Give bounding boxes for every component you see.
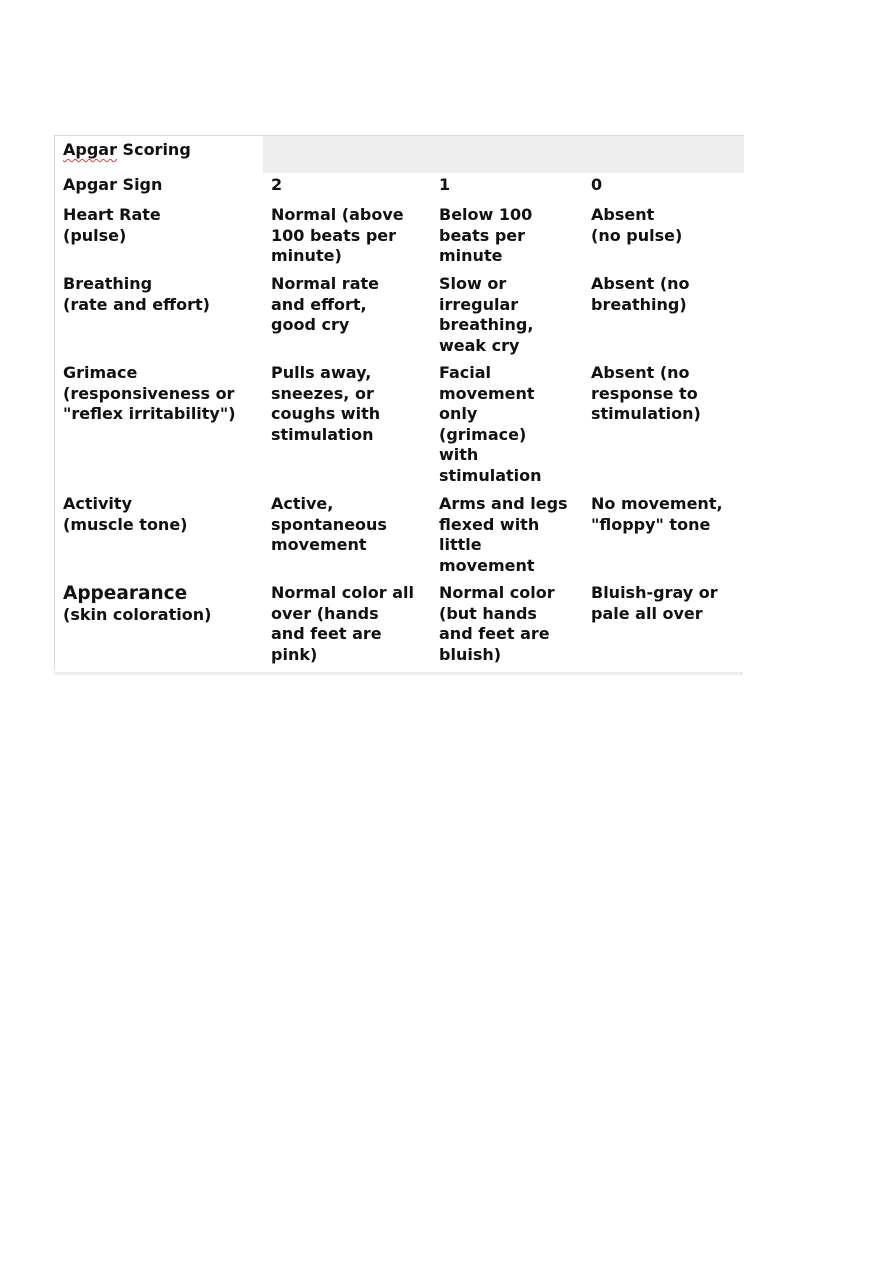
cell-line: and effort, [271, 294, 367, 314]
cell-line: Grimace [63, 363, 138, 382]
cell-line: minute [439, 246, 503, 265]
cell-line: Below 100 [439, 205, 533, 224]
cell-line: bluish) [439, 644, 502, 664]
cell-line: breathing) [591, 294, 687, 314]
cell-line: stimulation [439, 465, 542, 485]
sign-cell [55, 494, 263, 535]
score-0-cell [583, 494, 744, 535]
sign-cell [55, 583, 263, 626]
cell-line: (no pulse) [591, 225, 683, 245]
cell-line: Heart Rate [63, 205, 161, 224]
score-1-cell [431, 205, 583, 267]
cell-line: stimulation) [591, 404, 701, 423]
cell-line: (skin coloration) [63, 605, 212, 624]
cell-line: pale all over [591, 603, 703, 623]
cell-line: (but hands [439, 603, 537, 623]
header-sign: Apgar Sign [63, 175, 163, 194]
cell-line: "reflex irritability") [63, 404, 236, 423]
score-0-cell [583, 274, 744, 315]
cell-line: response to [591, 383, 698, 403]
cell-line: (pulse) [63, 225, 127, 245]
cell-line: weak cry [439, 335, 520, 355]
cell-line: flexed with [439, 514, 540, 534]
cell-line: Absent (no [591, 274, 690, 293]
cell-line: little [439, 535, 482, 554]
score-1-cell [431, 583, 583, 665]
cell-line: over (hands [271, 603, 379, 623]
cell-line: Activity [63, 494, 132, 513]
apgar-table [54, 135, 744, 670]
cell-line: coughs with [271, 404, 381, 423]
cell-line: only [439, 404, 478, 423]
score-2-cell [263, 494, 431, 556]
cell-line: "floppy" tone [591, 514, 711, 534]
table-title-rest: Scoring [116, 140, 191, 159]
cell-line: Bluish-gray or [591, 583, 718, 602]
sign-cell [55, 205, 263, 246]
cell-line: beats per [439, 225, 526, 245]
cell-line: (grimace) [439, 424, 527, 444]
cell-line: Appearance [63, 583, 188, 604]
cell-line: Breathing [63, 274, 153, 293]
header-score-1: 1 [439, 175, 451, 194]
table-row-activity [55, 494, 744, 583]
score-0-cell [583, 205, 744, 246]
cell-line: (rate and effort) [63, 294, 210, 314]
title-shaded-area [263, 136, 744, 173]
table-row-appearance [55, 583, 744, 670]
cell-line: minute) [271, 246, 342, 265]
cell-line: Normal color [439, 583, 555, 602]
table-title-word: Apgar [63, 140, 117, 159]
cell-line: Facial [439, 363, 492, 382]
cell-line: and feet are [271, 624, 382, 643]
header-score-0: 0 [591, 175, 603, 194]
cell-line: Active, [271, 494, 334, 513]
sign-cell [55, 363, 263, 425]
table-row-breathing [55, 274, 744, 363]
table-row-grimace [55, 363, 744, 494]
table-title-row [55, 136, 744, 173]
score-2-cell [263, 205, 431, 267]
cell-line: and feet are [439, 624, 550, 643]
cell-line: 100 beats per [271, 225, 397, 245]
cell-line: movement [439, 555, 535, 575]
sign-cell [55, 274, 263, 315]
cell-line: Arms and legs [439, 494, 568, 513]
cell-line: (muscle tone) [63, 514, 188, 534]
cell-line: Absent [591, 205, 655, 224]
cell-line: movement [271, 535, 367, 554]
cell-line: Slow or [439, 274, 507, 293]
score-1-cell [431, 274, 583, 356]
score-0-cell [583, 363, 744, 425]
cell-line: Pulls away, [271, 363, 372, 382]
table-bottom-rule [54, 672, 743, 675]
cell-line: irregular [439, 294, 519, 314]
cell-line: Normal color all [271, 583, 414, 602]
cell-line: Absent (no [591, 363, 690, 382]
cell-line: pink) [271, 644, 318, 664]
cell-line: good cry [271, 315, 350, 334]
table-row-heart-rate [55, 205, 744, 274]
score-1-cell [431, 363, 583, 486]
cell-line: (responsiveness or [63, 383, 235, 403]
cell-line: Normal rate [271, 274, 379, 293]
header-score-2: 2 [271, 175, 283, 194]
cell-line: with [439, 445, 479, 464]
score-0-cell [583, 583, 744, 624]
cell-line: stimulation [271, 424, 374, 444]
table-title [55, 136, 263, 160]
score-2-cell [263, 583, 431, 665]
score-2-cell [263, 363, 431, 445]
cell-line: Normal (above [271, 205, 404, 224]
cell-line: sneezes, or [271, 383, 374, 403]
cell-line: breathing, [439, 315, 534, 334]
score-2-cell [263, 274, 431, 336]
cell-line: No movement, [591, 494, 723, 513]
cell-line: movement [439, 383, 535, 403]
score-1-cell [431, 494, 583, 576]
table-header-row [55, 173, 744, 205]
cell-line: spontaneous [271, 514, 387, 534]
